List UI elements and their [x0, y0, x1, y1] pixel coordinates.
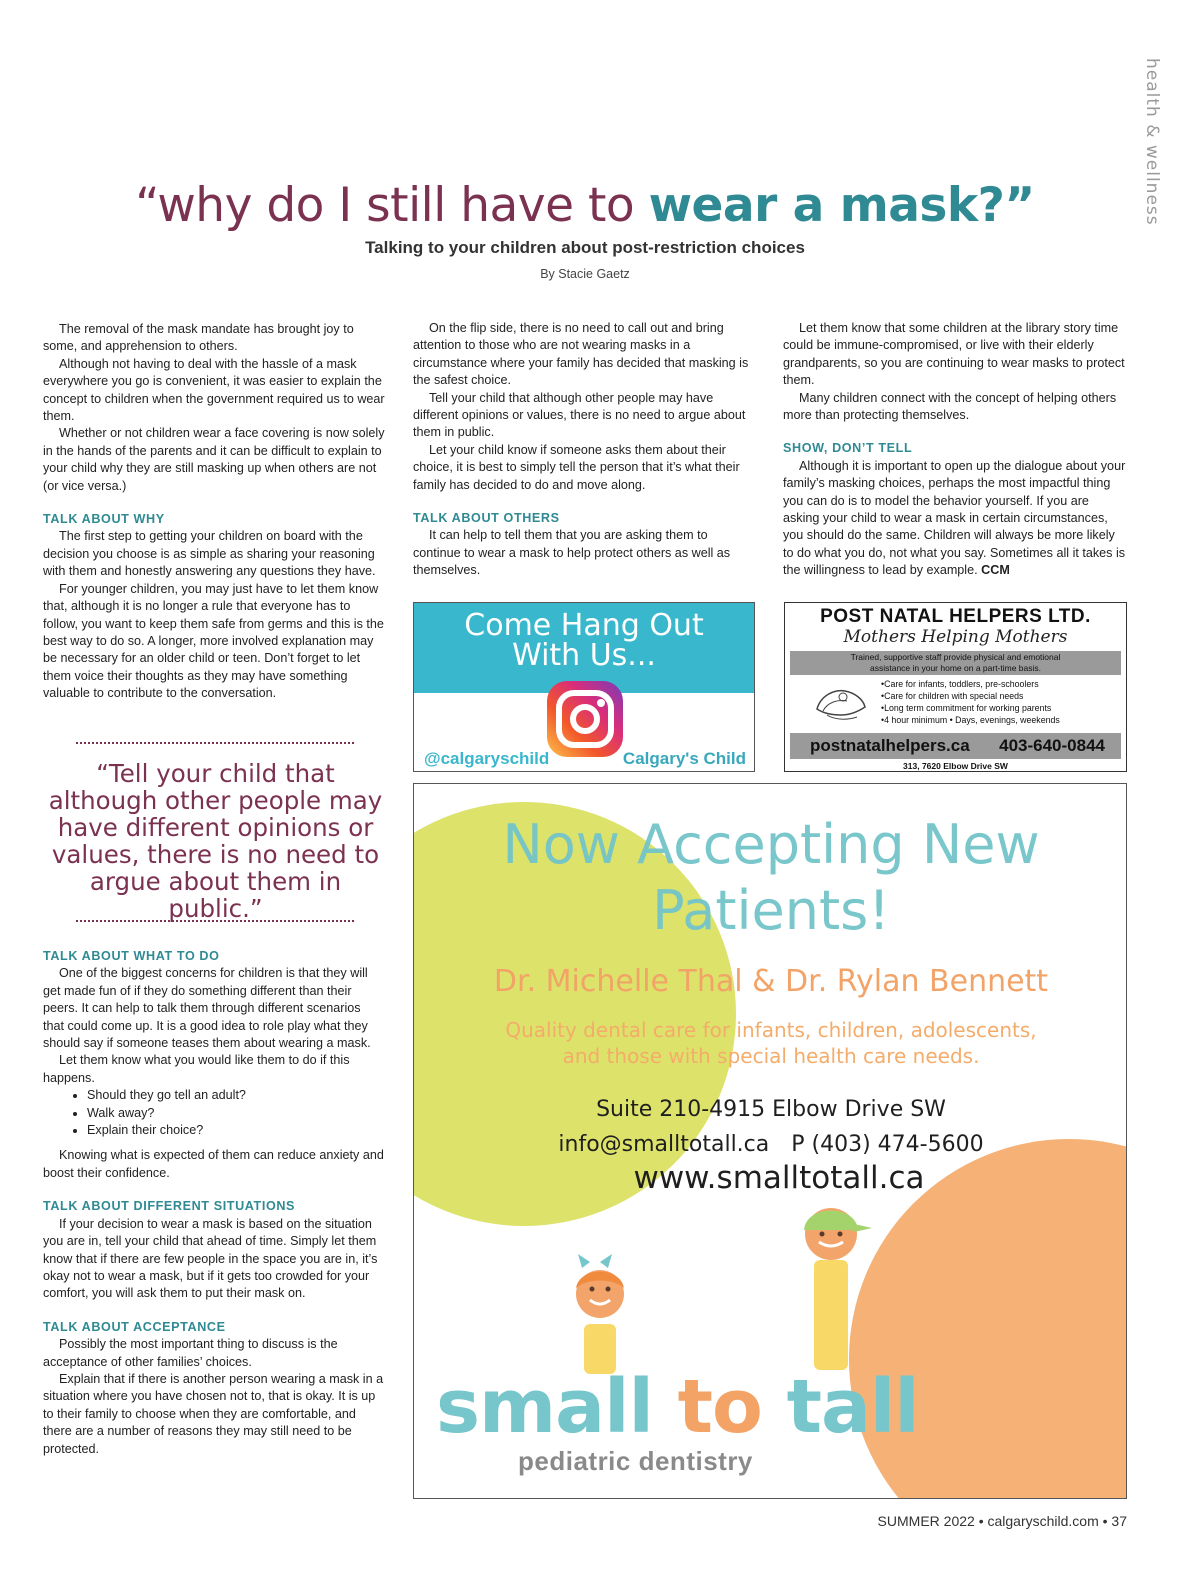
ad-services-line-1: Quality dental care for infants, children, adolescents,: [505, 1018, 1037, 1042]
logo-word-to: to: [677, 1364, 762, 1450]
paragraph: The removal of the mask mandate has brought joy to some, and apprehension to others.: [43, 322, 354, 354]
ad-headline-line-2: Patients!: [652, 879, 890, 942]
ad-services-line-2: and those with special health care needs.: [562, 1044, 980, 1068]
pullquote-top-rule: [76, 742, 354, 744]
paragraph: Although not having to deal with the hassle of a mask everywhere you go is convenient, it was easier to explain the concept to children when the government required us to wear them.: [43, 356, 385, 424]
logo-word-small: small: [436, 1364, 653, 1450]
small-to-tall-logo: [436, 1364, 919, 1450]
small-to-tall-dental-ad[interactable]: [413, 783, 1127, 1499]
list-item: • Walk away?: [87, 1105, 385, 1122]
ad-description-line-1: Trained, supportive staff provide physical and emotional: [850, 652, 1061, 662]
pull-quote: “Tell your child that although other people may have different opinions or values, there is no need to argue about them in public.”: [48, 759, 383, 923]
paragraph: Let your child know if someone asks them about their choice, it is best to simply tell the person that it’s what their family has decided to do and move along.: [413, 442, 740, 492]
paragraph: The first step to getting your children on board with the decision you choose is as simple as sharing your reasoning with them and honestly answering any questions they have.: [43, 529, 376, 579]
section-heading-show: SHOW, DON’T TELL: [783, 441, 913, 456]
ad-website[interactable]: postnatalhelpers.ca: [810, 736, 970, 755]
logo-word-tall: tall: [786, 1364, 919, 1450]
services-list: [881, 678, 1060, 726]
list-item: • Should they go tell an adult?: [87, 1087, 385, 1104]
ad-phone[interactable]: 403-640-0844: [999, 736, 1105, 755]
list-item: • 4 hour minimum • Days, evenings, weekends: [881, 714, 1060, 726]
paragraph: One of the biggest concerns for children is that they will get made fun of if they do something different than their peers. It can help to talk them through different scenarios that could come up. It is a good idea to role play what they should say if someone teases them about wearing a mask.: [43, 966, 371, 1051]
page-folio: SUMMER 2022 • calgaryschild.com • 37: [877, 1513, 1127, 1529]
ad-phone[interactable]: P (403) 474-5600: [791, 1132, 984, 1157]
list-item: • Explain their choice?: [87, 1122, 385, 1139]
paragraph: Possibly the most important thing to discuss is the acceptance of other families’ choices.: [43, 1337, 338, 1369]
calgarys-child-logo: Calgary's Child: [622, 749, 746, 768]
ad-title-line-1: Come Hang Out: [464, 608, 704, 643]
list-item: • Long term commitment for working parents: [881, 702, 1060, 714]
post-natal-helpers-ad[interactable]: [784, 602, 1127, 772]
section-heading-situations: TALK ABOUT DIFFERENT SITUATIONS: [43, 1199, 296, 1214]
instagram-icon[interactable]: [545, 679, 625, 759]
list-item: • Care for infants, toddlers, pre-schoolers: [881, 678, 1060, 690]
question-list: [43, 1087, 385, 1139]
article-column-1: [43, 321, 385, 703]
ad-address: 313, 7620 Elbow Drive SW: [903, 761, 1008, 771]
ad-website[interactable]: www.smalltotall.ca: [633, 1160, 925, 1196]
ad-title: [414, 608, 754, 673]
paragraph: Tell your child that although other people may have different opinions or values, there is no need to argue about them in public.: [413, 390, 746, 440]
calgarys-child-ad[interactable]: [413, 602, 755, 772]
paragraph: [783, 458, 1126, 580]
ad-headline-line-1: Now Accepting New: [502, 813, 1040, 876]
ad-contact-band: [790, 733, 1121, 759]
article-column-2: [413, 320, 753, 580]
pullquote-bottom-rule: [76, 920, 354, 922]
paragraph: It can help to tell them that you are asking them to continue to wear a mask to help protect others as well as themselves.: [413, 528, 731, 578]
hands-icon: [813, 681, 869, 725]
paragraph-text: Although it is important to open up the dialogue about your family’s masking choices, perhaps the most impactful thing you can do is to model the behavior yourself. If you are asking your child to wear a mask in certain circumstances, you should do the same. Children will always be more likely to do what you do, not what you say. Sometimes all it takes is the willingness to lead by example.: [783, 458, 1126, 578]
ad-company-name: POST NATAL HELPERS LTD.: [820, 606, 1091, 627]
ad-doctors: Dr. Michelle Thal & Dr. Rylan Bennett: [493, 964, 1049, 999]
paragraph: Many children connect with the concept of helping others more than protecting themselves.: [783, 390, 1117, 423]
section-heading-what-to-do: TALK ABOUT WHAT TO DO: [43, 949, 220, 963]
paragraph: If your decision to wear a mask is based on the situation you are in, tell your child that ahead of time. Simply let them know that if there are few people in the space you are in, it’s okay not to wear a mask, but if it gets too crowded for your comfort, you will ask them to put their mask on.: [43, 1216, 378, 1301]
article-byline: By Stacie Gaetz: [540, 267, 630, 281]
paragraph: Explain that if there is another person wearing a mask in a situation where you have chosen not to, that is okay. It is up to their family to choose when they are comfortable, and there are a number of reasons they may still need to be protected.: [43, 1371, 384, 1456]
author-sign-off: CCM: [981, 563, 1010, 578]
paragraph: On the flip side, there is no need to call out and bring attention to those who are not wearing masks in a circumstance where your family has decided that masking is the safest choice.: [413, 321, 749, 388]
section-heading-why: TALK ABOUT WHY: [43, 512, 165, 527]
paragraph: Knowing what is expected of them can reduce anxiety and boost their confidence.: [43, 1148, 384, 1180]
ad-description-line-2: assistance in your home on a part-time basis.: [869, 663, 1042, 673]
ad-address: Suite 210-4915 Elbow Drive SW: [596, 1097, 946, 1122]
article-column-3: [783, 320, 1126, 580]
paragraph: Let them know that some children at the library story time could be immune-compromised, or live with their elderly grandparents, so you are continuing to wear masks to protect them.: [783, 321, 1125, 388]
instagram-handle[interactable]: @calgaryschild: [424, 749, 550, 768]
paragraph: Whether or not children wear a face covering is now solely in the hands of the parents and it can be difficult to explain to your child why they are still masking up when others are not (or vice versa.): [43, 426, 385, 493]
section-heading-others: TALK ABOUT OTHERS: [413, 511, 560, 526]
paragraph: Let them know what you would like them to do if this happens.: [43, 1053, 350, 1085]
article-headline: [0, 178, 1170, 233]
headline-emphasis: wear a mask?”: [648, 178, 1035, 233]
section-label: health & wellness: [1142, 58, 1162, 226]
article-column-1-lower: [43, 948, 385, 1458]
headline-lead: “why do I still have to: [135, 178, 649, 233]
ad-title-line-2: With Us...: [512, 638, 656, 673]
ad-description-band: [790, 651, 1121, 675]
list-item: • Care for children with special needs: [881, 690, 1060, 702]
ad-email[interactable]: info@smalltotall.ca: [558, 1132, 770, 1157]
paragraph: For younger children, you may just have to let them know that, although it is no longer a rule that everyone has to follow, you want to keep them safe from germs and this is the best way to do so. A longer, more involved explanation may be necessary for an older child or teen. Don’t forget to let them voice their thoughts as they may have something valuable to contribute to the conversation.: [43, 581, 384, 701]
logo-subtitle: pediatric dentistry: [518, 1446, 753, 1476]
ad-tagline: Mothers Helping Mothers: [843, 627, 1068, 647]
section-heading-acceptance: TALK ABOUT ACCEPTANCE: [43, 1319, 226, 1334]
article-subhead: Talking to your children about post-restriction choices: [365, 238, 805, 257]
